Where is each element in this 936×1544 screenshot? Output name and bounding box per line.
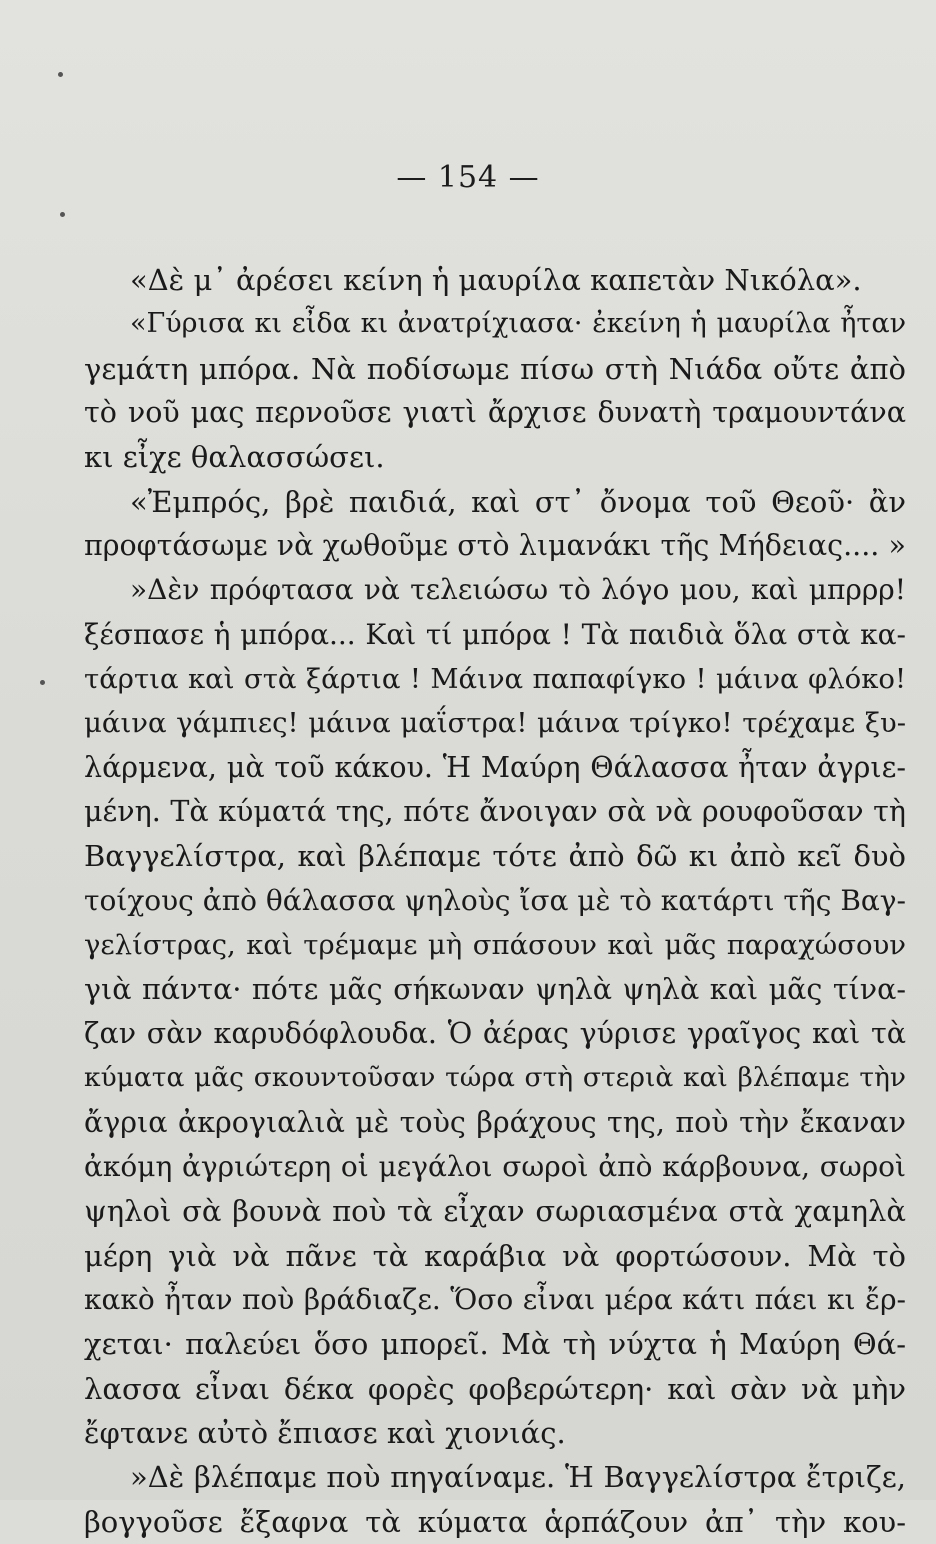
text-line: κακὸ ἦταν ποὺ βράδιαζε. Ὅσο εἶναι μέρα κάτι πάει κι ἔρ- bbox=[84, 1282, 906, 1316]
text-line: τάρτια καὶ στὰ ξάρτια ! Μάινα παπαφίγκο ! μάινα φλόκο! bbox=[84, 663, 906, 696]
text-line: μάινα γάμπιες! μάινα μαΐστρα! μάινα τρίγκο! τρέχαμε ξυ- bbox=[84, 707, 906, 740]
text-line: γελίστρας, καὶ τρέμαμε μὴ σπάσουν καὶ μᾶς παραχώσουν bbox=[84, 929, 906, 962]
text-line: τὸ νοῦ μας περνοῦσε γιατὶ ἄρχισε δυνατὴ τραμουντάνα bbox=[84, 396, 906, 430]
text-line: γιὰ πάντα· πότε μᾶς σήκωναν ψηλὰ ψηλὰ καὶ μᾶς τίνα- bbox=[84, 972, 906, 1006]
text-line: ζαν σὰν καρυδόφλουδα. Ὁ ἀέρας γύρισε γραῖγος καὶ τὰ bbox=[84, 1016, 906, 1050]
text-line: μένη. Τὰ κύματά της, πότε ἄνοιγαν σὰ νὰ ρουφοῦσαν τὴ bbox=[84, 795, 906, 829]
text-line: «Γύρισα κι εἶδα κι ἀνατρίχιασα· ἐκείνη ἡ μαυρίλα ἦταν bbox=[130, 308, 906, 340]
text-line: μέρη γιὰ νὰ πᾶνε τὰ καράβια νὰ φορτώσουν. Μὰ τὸ bbox=[84, 1238, 906, 1273]
text-line: προφτάσωμε νὰ χωθοῦμε στὸ λιμανάκι τῆς Μήδειας.... » bbox=[84, 529, 906, 563]
paper-speck bbox=[60, 212, 65, 217]
text-line: λασσα εἶναι δέκα φορὲς φοβερώτερη· καὶ σὰν νὰ μὴν bbox=[84, 1371, 906, 1406]
text-line: «Δὲ μ᾽ ἀρέσει κείνη ἡ μαυρίλα καπετὰν Νικόλα». bbox=[130, 263, 862, 297]
paper-speck bbox=[58, 72, 63, 77]
text-line: ἄγρια ἀκρογιαλιὰ μὲ τοὺς βράχους της, ποὺ τὴν ἔκαναν bbox=[84, 1105, 906, 1139]
paper-speck bbox=[40, 680, 45, 685]
text-line: «Ἐμπρός, βρὲ παιδιά, καὶ στ᾽ ὄνομα τοῦ Θεοῦ· ἂν bbox=[130, 484, 906, 519]
text-line: »Δὲ βλέπαμε ποὺ πηγαίναμε. Ἡ Βαγγελίστρα ἔτριζε, bbox=[130, 1460, 906, 1495]
text-line: ἔφτανε αὐτὸ ἔπιασε καὶ χιονιάς. bbox=[84, 1415, 566, 1450]
text-line: ψηλοὶ σὰ βουνὰ ποὺ τὰ εἶχαν σωριασμένα στὰ χαμηλὰ bbox=[84, 1194, 906, 1229]
text-line: κύματα μᾶς σκουντοῦσαν τώρα στὴ στεριὰ καὶ βλέπαμε τὴν bbox=[84, 1062, 906, 1094]
text-line: Βαγγελίστρα, καὶ βλέπαμε τότε ἀπὸ δῶ κι ἀπὸ κεῖ δυὸ bbox=[84, 839, 906, 874]
text-line: »Δὲν πρόφτασα νὰ τελειώσω τὸ λόγο μου, καὶ μπρρρ! bbox=[130, 573, 906, 607]
text-line: τοίχους ἀπὸ θάλασσα ψηλοὺς ἴσα μὲ τὸ κατάρτι τῆς Βαγ- bbox=[84, 883, 906, 917]
page-number: — 154 — bbox=[396, 160, 540, 195]
text-line: χεται· παλεύει ὅσο μπορεῖ. Μὰ τὴ νύχτα ἡ Μαύρη Θά- bbox=[84, 1327, 906, 1362]
text-line: βογγοῦσε ἔξαφνα τὰ κύματα ἁρπάζουν ἀπ᾽ τὴν κου- bbox=[84, 1504, 906, 1539]
text-line: κι εἶχε θαλασσώσει. bbox=[84, 440, 385, 475]
text-line: λάρμενα, μὰ τοῦ κάκου. Ἡ Μαύρη Θάλασσα ἦταν ἀγριε- bbox=[84, 750, 906, 784]
show-through-texture bbox=[130, 210, 910, 240]
body-text bbox=[84, 258, 906, 1544]
text-line: ξέσπασε ἡ μπόρα... Καὶ τί μπόρα ! Τὰ παιδιὰ ὅλα στὰ κα- bbox=[84, 617, 906, 651]
text-line: ἀκόμη ἀγριώτερη οἱ μεγάλοι σωροὶ ἀπὸ κάρβουνα, σωροὶ bbox=[84, 1149, 906, 1183]
text-line: γεμάτη μπόρα. Νὰ ποδίσωμε πίσω στὴ Νιάδα οὔτε ἀπὸ bbox=[84, 351, 906, 386]
